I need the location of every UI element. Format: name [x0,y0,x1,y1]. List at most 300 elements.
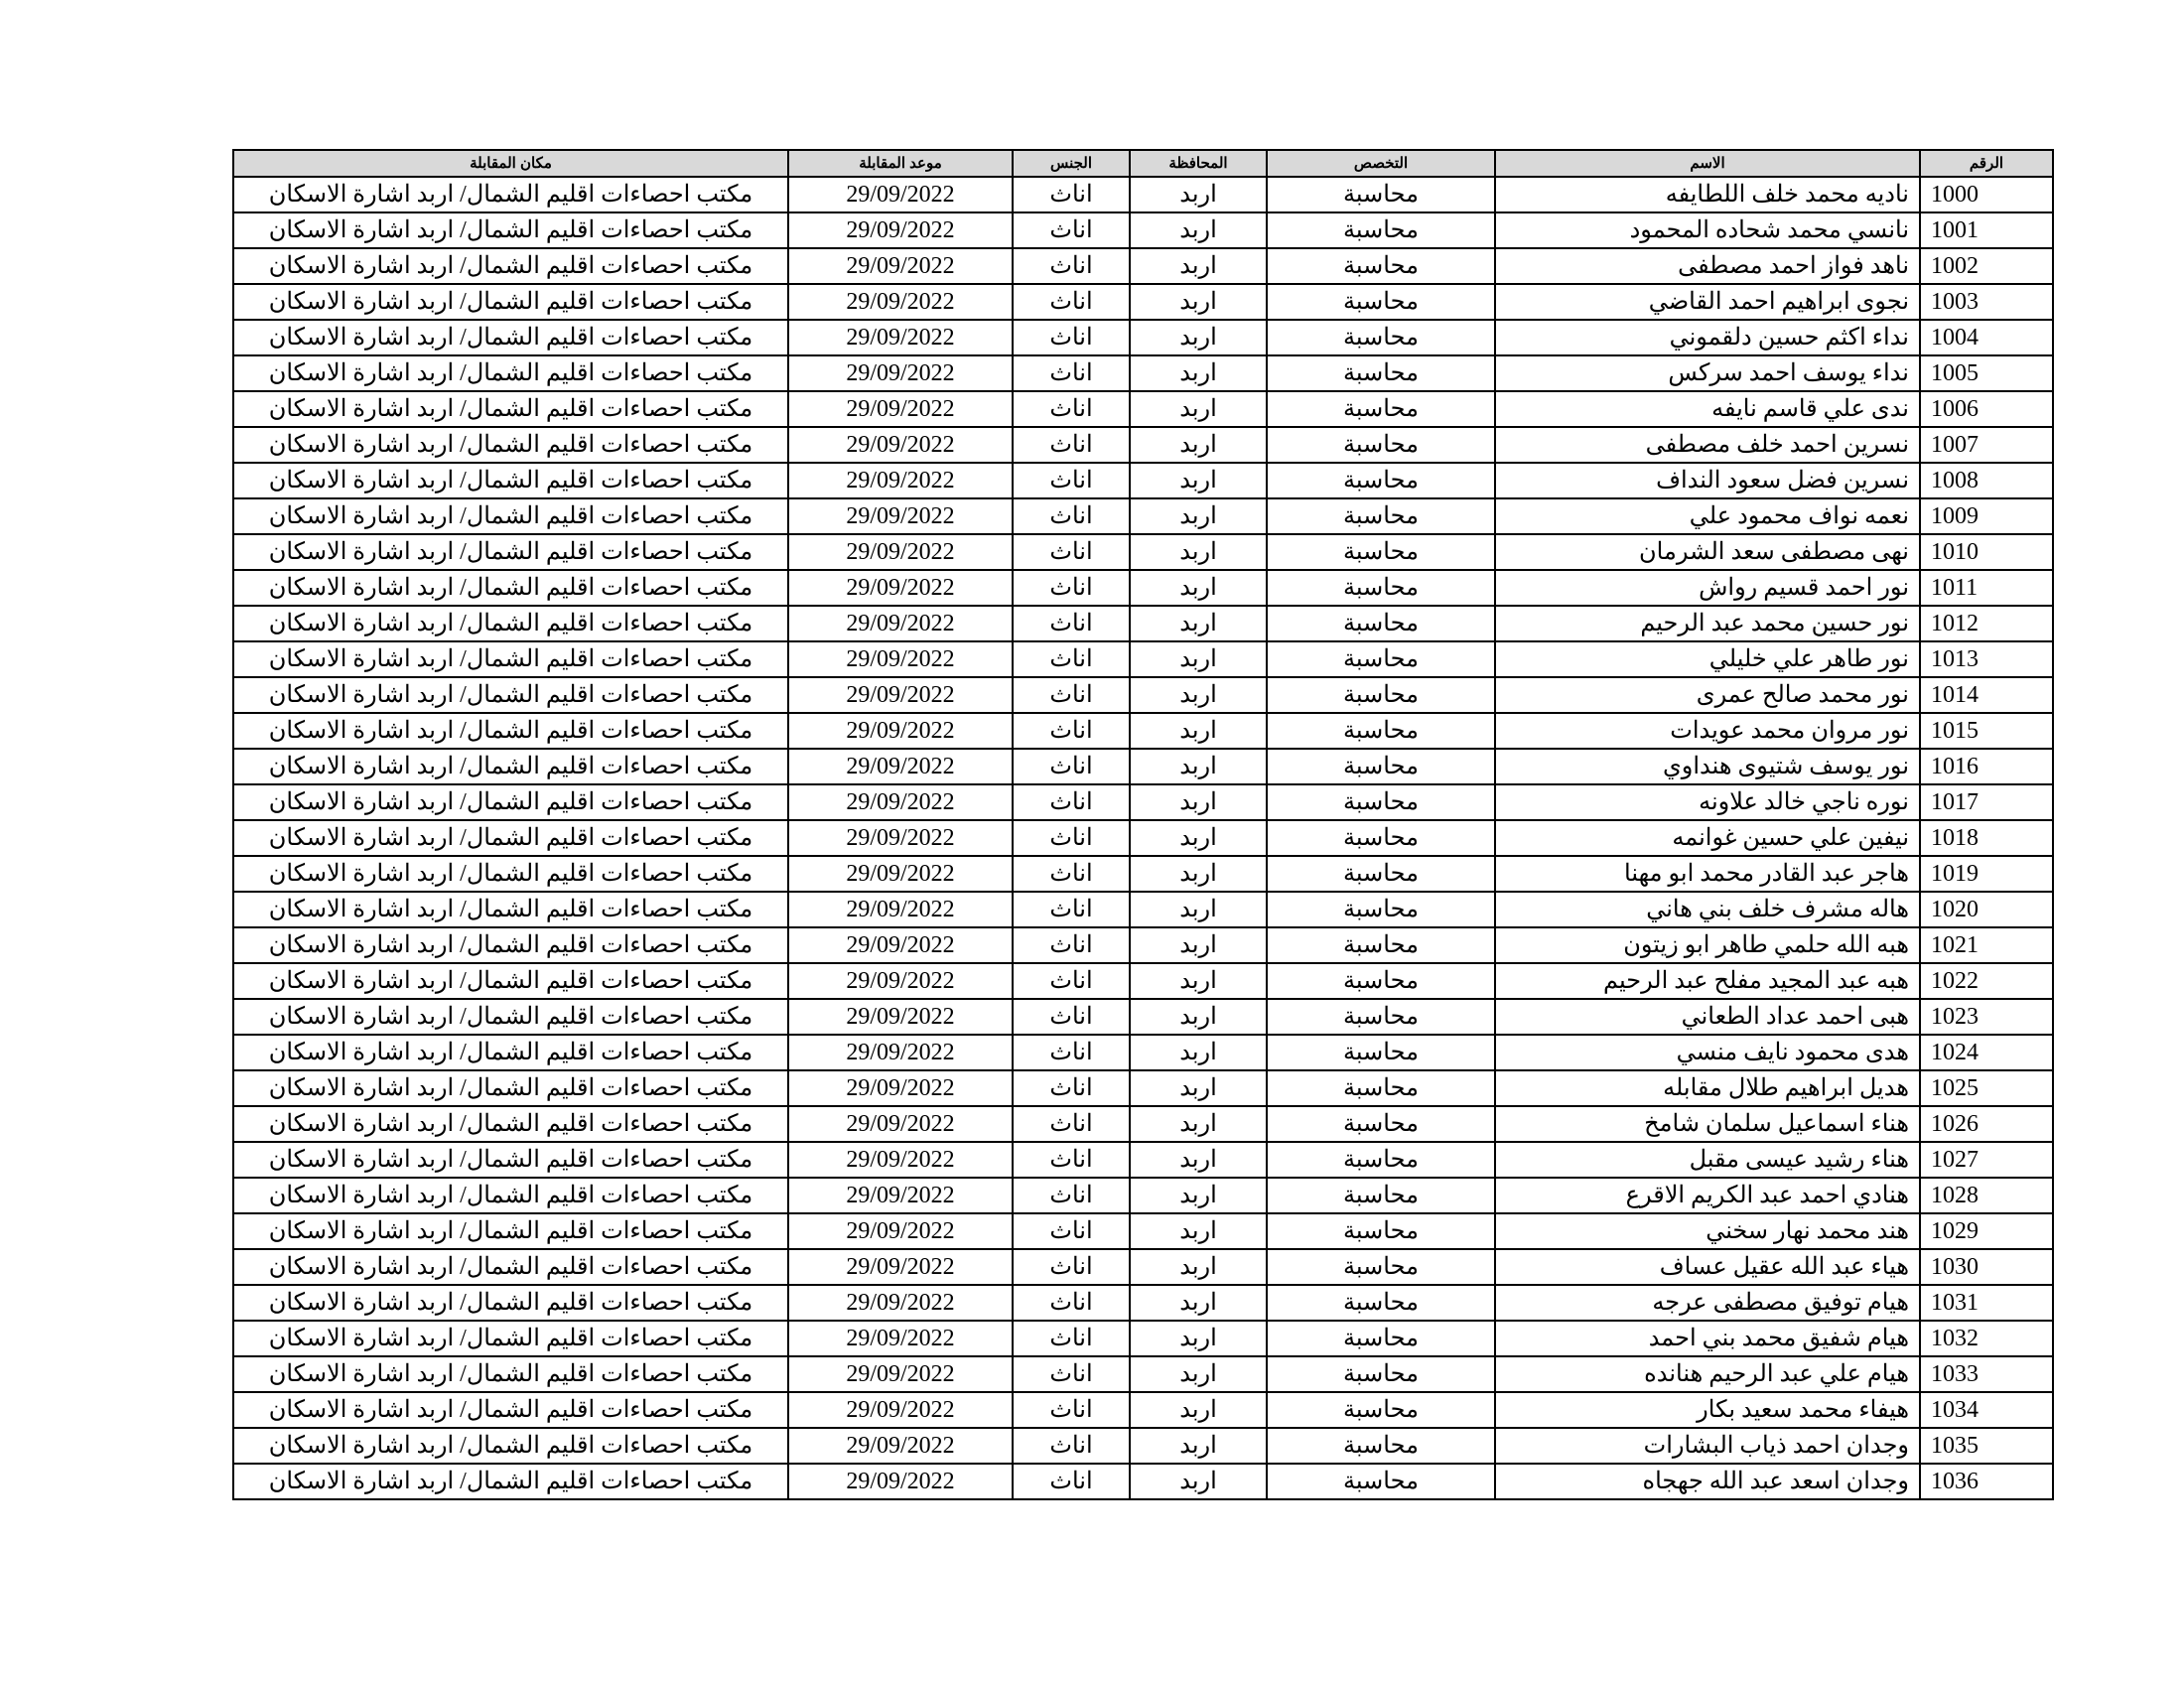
governorate-cell: اربد [1130,892,1267,927]
row-number: 1028 [1920,1178,2053,1213]
specialty-cell: محاسبة [1267,1035,1495,1070]
interview-place-cell: مكتب احصاءات اقليم الشمال/ اربد اشارة الاسكان [233,534,788,570]
governorate-cell: اربد [1130,677,1267,713]
table-row [233,570,2053,606]
applicant-name: هاجر عبد القادر محمد ابو مهنا [1495,856,1920,892]
interview-date-cell: 29/09/2022 [788,427,1013,463]
governorate-cell: اربد [1130,248,1267,284]
applicant-name: نور محمد صالح عمرى [1495,677,1920,713]
table-row [233,856,2053,892]
interview-place-cell: مكتب احصاءات اقليم الشمال/ اربد اشارة الاسكان [233,1428,788,1464]
applicant-name: نيفين علي حسين غوانمه [1495,820,1920,856]
gender-cell: اناث [1013,1356,1130,1392]
header-row [233,150,2053,177]
applicant-name: نور طاهر علي خليلي [1495,641,1920,677]
row-number: 1002 [1920,248,2053,284]
gender-cell: اناث [1013,927,1130,963]
row-number: 1018 [1920,820,2053,856]
row-number: 1026 [1920,1106,2053,1142]
interview-place-cell: مكتب احصاءات اقليم الشمال/ اربد اشارة الاسكان [233,498,788,534]
row-number: 1019 [1920,856,2053,892]
interview-place-cell: مكتب احصاءات اقليم الشمال/ اربد اشارة الاسكان [233,1070,788,1106]
specialty-cell: محاسبة [1267,1285,1495,1321]
row-number: 1013 [1920,641,2053,677]
table-row [233,1213,2053,1249]
interview-date-cell: 29/09/2022 [788,677,1013,713]
interview-date-cell: 29/09/2022 [788,391,1013,427]
applicant-name: ناهد فواز احمد مصطفى [1495,248,1920,284]
interview-date-cell: 29/09/2022 [788,1213,1013,1249]
specialty-cell: محاسبة [1267,1070,1495,1106]
interview-place-cell: مكتب احصاءات اقليم الشمال/ اربد اشارة الاسكان [233,677,788,713]
specialty-cell: محاسبة [1267,1428,1495,1464]
gender-cell: اناث [1013,177,1130,212]
interview-place-cell: مكتب احصاءات اقليم الشمال/ اربد اشارة الاسكان [233,784,788,820]
applicant-name: نسرين فضل سعود النداف [1495,463,1920,498]
interview-date-cell: 29/09/2022 [788,1285,1013,1321]
applicant-name: نور حسين محمد عبد الرحيم [1495,606,1920,641]
interview-date-cell: 29/09/2022 [788,498,1013,534]
specialty-cell: محاسبة [1267,749,1495,784]
governorate-cell: اربد [1130,713,1267,749]
governorate-cell: اربد [1130,1213,1267,1249]
governorate-cell: اربد [1130,570,1267,606]
interview-place-cell: مكتب احصاءات اقليم الشمال/ اربد اشارة الاسكان [233,1321,788,1356]
applicant-name: هيفاء محمد سعيد بكار [1495,1392,1920,1428]
row-number: 1031 [1920,1285,2053,1321]
specialty-cell: محاسبة [1267,892,1495,927]
interview-place-cell: مكتب احصاءات اقليم الشمال/ اربد اشارة الاسكان [233,820,788,856]
gender-cell: اناث [1013,534,1130,570]
interview-place-cell: مكتب احصاءات اقليم الشمال/ اربد اشارة الاسكان [233,927,788,963]
row-number: 1005 [1920,355,2053,391]
applicant-name: نهى مصطفى سعد الشرمان [1495,534,1920,570]
interview-date-cell: 29/09/2022 [788,749,1013,784]
interview-date-cell: 29/09/2022 [788,1106,1013,1142]
interview-date-cell: 29/09/2022 [788,856,1013,892]
specialty-cell: محاسبة [1267,1392,1495,1428]
governorate-cell: اربد [1130,1428,1267,1464]
governorate-cell: اربد [1130,212,1267,248]
gender-cell: اناث [1013,320,1130,355]
gender-cell: اناث [1013,391,1130,427]
applicant-name: نانسي محمد شحاده المحمود [1495,212,1920,248]
table-row [233,248,2053,284]
governorate-cell: اربد [1130,1142,1267,1178]
row-number: 1023 [1920,999,2053,1035]
table-row [233,1070,2053,1106]
table-row [233,1106,2053,1142]
specialty-cell: محاسبة [1267,1142,1495,1178]
interview-date-cell: 29/09/2022 [788,320,1013,355]
row-number: 1030 [1920,1249,2053,1285]
specialty-cell: محاسبة [1267,820,1495,856]
header-name: الاسم [1495,150,1920,177]
row-number: 1032 [1920,1321,2053,1356]
row-number: 1033 [1920,1356,2053,1392]
specialty-cell: محاسبة [1267,284,1495,320]
table-row [233,1464,2053,1499]
row-number: 1006 [1920,391,2053,427]
gender-cell: اناث [1013,820,1130,856]
applicant-name: نداء اكثم حسين دلقموني [1495,320,1920,355]
interview-date-cell: 29/09/2022 [788,713,1013,749]
interview-place-cell: مكتب احصاءات اقليم الشمال/ اربد اشارة الاسكان [233,1464,788,1499]
header-specialty: التخصص [1267,150,1495,177]
row-number: 1027 [1920,1142,2053,1178]
gender-cell: اناث [1013,1035,1130,1070]
governorate-cell: اربد [1130,355,1267,391]
gender-cell: اناث [1013,892,1130,927]
interview-date-cell: 29/09/2022 [788,784,1013,820]
table-row [233,963,2053,999]
interview-date-cell: 29/09/2022 [788,463,1013,498]
table-row [233,1142,2053,1178]
interview-date-cell: 29/09/2022 [788,892,1013,927]
governorate-cell: اربد [1130,534,1267,570]
gender-cell: اناث [1013,641,1130,677]
governorate-cell: اربد [1130,927,1267,963]
gender-cell: اناث [1013,677,1130,713]
applicant-name: هديل ابراهيم طلال مقابله [1495,1070,1920,1106]
row-number: 1007 [1920,427,2053,463]
governorate-cell: اربد [1130,1285,1267,1321]
specialty-cell: محاسبة [1267,606,1495,641]
applicant-name: نوره ناجي خالد علاونه [1495,784,1920,820]
specialty-cell: محاسبة [1267,784,1495,820]
gender-cell: اناث [1013,1106,1130,1142]
governorate-cell: اربد [1130,820,1267,856]
specialty-cell: محاسبة [1267,963,1495,999]
table-row [233,1285,2053,1321]
governorate-cell: اربد [1130,606,1267,641]
table-row [233,677,2053,713]
interview-place-cell: مكتب احصاءات اقليم الشمال/ اربد اشارة الاسكان [233,427,788,463]
gender-cell: اناث [1013,856,1130,892]
header-interview-place: مكان المقابلة [233,150,788,177]
gender-cell: اناث [1013,463,1130,498]
interview-date-cell: 29/09/2022 [788,534,1013,570]
specialty-cell: محاسبة [1267,534,1495,570]
interview-place-cell: مكتب احصاءات اقليم الشمال/ اربد اشارة الاسكان [233,1106,788,1142]
interview-date-cell: 29/09/2022 [788,999,1013,1035]
table-row [233,427,2053,463]
interview-place-cell: مكتب احصاءات اقليم الشمال/ اربد اشارة الاسكان [233,856,788,892]
gender-cell: اناث [1013,1178,1130,1213]
interview-place-cell: مكتب احصاءات اقليم الشمال/ اربد اشارة الاسكان [233,606,788,641]
table-row [233,212,2053,248]
table-row [233,320,2053,355]
applicant-name: نور احمد قسيم رواش [1495,570,1920,606]
gender-cell: اناث [1013,355,1130,391]
interview-place-cell: مكتب احصاءات اقليم الشمال/ اربد اشارة الاسكان [233,641,788,677]
governorate-cell: اربد [1130,427,1267,463]
row-number: 1029 [1920,1213,2053,1249]
applicant-name: هيام توفيق مصطفى عرجه [1495,1285,1920,1321]
governorate-cell: اربد [1130,1321,1267,1356]
interview-date-cell: 29/09/2022 [788,1321,1013,1356]
table-row [233,820,2053,856]
applicant-name: ناديه محمد خلف اللطايفه [1495,177,1920,212]
specialty-cell: محاسبة [1267,1178,1495,1213]
applicant-name: نسرين احمد خلف مصطفى [1495,427,1920,463]
applicant-name: هناء اسماعيل سلمان شامخ [1495,1106,1920,1142]
applicant-name: نداء يوسف احمد سركس [1495,355,1920,391]
table-row [233,749,2053,784]
applicant-name: هبه عبد المجيد مفلح عبد الرحيم [1495,963,1920,999]
table-row [233,641,2053,677]
table-header [233,150,2053,177]
specialty-cell: محاسبة [1267,1464,1495,1499]
applicant-name: نجوى ابراهيم احمد القاضي [1495,284,1920,320]
governorate-cell: اربد [1130,463,1267,498]
row-number: 1016 [1920,749,2053,784]
governorate-cell: اربد [1130,1035,1267,1070]
interview-place-cell: مكتب احصاءات اقليم الشمال/ اربد اشارة الاسكان [233,391,788,427]
governorate-cell: اربد [1130,999,1267,1035]
interview-date-cell: 29/09/2022 [788,963,1013,999]
row-number: 1004 [1920,320,2053,355]
specialty-cell: محاسبة [1267,391,1495,427]
applicant-name: هيام شفيق محمد بني احمد [1495,1321,1920,1356]
specialty-cell: محاسبة [1267,927,1495,963]
gender-cell: اناث [1013,999,1130,1035]
governorate-cell: اربد [1130,641,1267,677]
specialty-cell: محاسبة [1267,320,1495,355]
interview-date-cell: 29/09/2022 [788,284,1013,320]
interview-place-cell: مكتب احصاءات اقليم الشمال/ اربد اشارة الاسكان [233,1356,788,1392]
governorate-cell: اربد [1130,1106,1267,1142]
specialty-cell: محاسبة [1267,570,1495,606]
applicant-name: هدى محمود نايف منسي [1495,1035,1920,1070]
applicant-name: نعمه نواف محمود علي [1495,498,1920,534]
specialty-cell: محاسبة [1267,1106,1495,1142]
specialty-cell: محاسبة [1267,677,1495,713]
interview-date-cell: 29/09/2022 [788,820,1013,856]
gender-cell: اناث [1013,713,1130,749]
table-body [233,177,2053,1499]
interview-place-cell: مكتب احصاءات اقليم الشمال/ اربد اشارة الاسكان [233,1249,788,1285]
row-number: 1035 [1920,1428,2053,1464]
table-row [233,355,2053,391]
interview-date-cell: 29/09/2022 [788,1392,1013,1428]
interview-place-cell: مكتب احصاءات اقليم الشمال/ اربد اشارة الاسكان [233,892,788,927]
specialty-cell: محاسبة [1267,177,1495,212]
interview-place-cell: مكتب احصاءات اقليم الشمال/ اربد اشارة الاسكان [233,463,788,498]
governorate-cell: اربد [1130,963,1267,999]
specialty-cell: محاسبة [1267,355,1495,391]
gender-cell: اناث [1013,784,1130,820]
gender-cell: اناث [1013,212,1130,248]
table-row [233,1321,2053,1356]
interview-place-cell: مكتب احصاءات اقليم الشمال/ اربد اشارة الاسكان [233,1285,788,1321]
interview-date-cell: 29/09/2022 [788,1178,1013,1213]
governorate-cell: اربد [1130,391,1267,427]
interview-place-cell: مكتب احصاءات اقليم الشمال/ اربد اشارة الاسكان [233,355,788,391]
row-number: 1021 [1920,927,2053,963]
row-number: 1008 [1920,463,2053,498]
row-number: 1000 [1920,177,2053,212]
applicant-name: هاله مشرف خلف بني هاني [1495,892,1920,927]
specialty-cell: محاسبة [1267,1321,1495,1356]
interview-place-cell: مكتب احصاءات اقليم الشمال/ اربد اشارة الاسكان [233,1142,788,1178]
gender-cell: اناث [1013,1213,1130,1249]
governorate-cell: اربد [1130,1070,1267,1106]
interview-date-cell: 29/09/2022 [788,1464,1013,1499]
table-row [233,177,2053,212]
governorate-cell: اربد [1130,498,1267,534]
interview-date-cell: 29/09/2022 [788,641,1013,677]
interview-place-cell: مكتب احصاءات اقليم الشمال/ اربد اشارة الاسكان [233,177,788,212]
table-row [233,1428,2053,1464]
governorate-cell: اربد [1130,1178,1267,1213]
applicant-name: ندى علي قاسم نايفه [1495,391,1920,427]
applicant-name: نور يوسف شتيوى هنداوي [1495,749,1920,784]
interview-date-cell: 29/09/2022 [788,1428,1013,1464]
applicant-name: هناء رشيد عيسى مقبل [1495,1142,1920,1178]
applicant-name: وجدان اسعد عبد الله جهجاه [1495,1464,1920,1499]
interview-date-cell: 29/09/2022 [788,606,1013,641]
header-interview-date: موعد المقابلة [788,150,1013,177]
interview-place-cell: مكتب احصاءات اقليم الشمال/ اربد اشارة الاسكان [233,1178,788,1213]
interview-date-cell: 29/09/2022 [788,1142,1013,1178]
row-number: 1020 [1920,892,2053,927]
table-row [233,284,2053,320]
gender-cell: اناث [1013,1321,1130,1356]
row-number: 1009 [1920,498,2053,534]
row-number: 1010 [1920,534,2053,570]
governorate-cell: اربد [1130,1249,1267,1285]
gender-cell: اناث [1013,1464,1130,1499]
specialty-cell: محاسبة [1267,248,1495,284]
specialty-cell: محاسبة [1267,1213,1495,1249]
interview-date-cell: 29/09/2022 [788,1249,1013,1285]
gender-cell: اناث [1013,1249,1130,1285]
interview-date-cell: 29/09/2022 [788,927,1013,963]
table-row [233,391,2053,427]
applicant-name: نور مروان محمد عويدات [1495,713,1920,749]
row-number: 1015 [1920,713,2053,749]
gender-cell: اناث [1013,1142,1130,1178]
governorate-cell: اربد [1130,749,1267,784]
gender-cell: اناث [1013,1285,1130,1321]
interview-place-cell: مكتب احصاءات اقليم الشمال/ اربد اشارة الاسكان [233,1213,788,1249]
table-row [233,534,2053,570]
interview-place-cell: مكتب احصاءات اقليم الشمال/ اربد اشارة الاسكان [233,1392,788,1428]
specialty-cell: محاسبة [1267,856,1495,892]
interview-place-cell: مكتب احصاءات اقليم الشمال/ اربد اشارة الاسكان [233,749,788,784]
table-row [233,892,2053,927]
table-row [233,498,2053,534]
table-row [233,784,2053,820]
gender-cell: اناث [1013,570,1130,606]
row-number: 1025 [1920,1070,2053,1106]
governorate-cell: اربد [1130,1392,1267,1428]
gender-cell: اناث [1013,963,1130,999]
table-row [233,463,2053,498]
gender-cell: اناث [1013,248,1130,284]
interview-date-cell: 29/09/2022 [788,177,1013,212]
table-row [233,999,2053,1035]
row-number: 1034 [1920,1392,2053,1428]
interview-date-cell: 29/09/2022 [788,1356,1013,1392]
governorate-cell: اربد [1130,177,1267,212]
table-row [233,927,2053,963]
interview-date-cell: 29/09/2022 [788,248,1013,284]
table-row [233,1392,2053,1428]
specialty-cell: محاسبة [1267,999,1495,1035]
row-number: 1001 [1920,212,2053,248]
specialty-cell: محاسبة [1267,212,1495,248]
governorate-cell: اربد [1130,784,1267,820]
specialty-cell: محاسبة [1267,1249,1495,1285]
specialty-cell: محاسبة [1267,463,1495,498]
applicant-name: هيام علي عبد الرحيم هنانده [1495,1356,1920,1392]
interview-place-cell: مكتب احصاءات اقليم الشمال/ اربد اشارة الاسكان [233,1035,788,1070]
row-number: 1012 [1920,606,2053,641]
applicant-name: هند محمد نهار سخني [1495,1213,1920,1249]
interview-place-cell: مكتب احصاءات اقليم الشمال/ اربد اشارة الاسكان [233,212,788,248]
table-row [233,1178,2053,1213]
gender-cell: اناث [1013,427,1130,463]
interview-date-cell: 29/09/2022 [788,355,1013,391]
row-number: 1003 [1920,284,2053,320]
table-row [233,1249,2053,1285]
row-number: 1011 [1920,570,2053,606]
interview-date-cell: 29/09/2022 [788,570,1013,606]
specialty-cell: محاسبة [1267,427,1495,463]
specialty-cell: محاسبة [1267,713,1495,749]
gender-cell: اناث [1013,498,1130,534]
interview-place-cell: مكتب احصاءات اقليم الشمال/ اربد اشارة الاسكان [233,284,788,320]
applicant-name: هبى احمد عداد الطعاني [1495,999,1920,1035]
governorate-cell: اربد [1130,284,1267,320]
specialty-cell: محاسبة [1267,1356,1495,1392]
table-row [233,606,2053,641]
applicant-name: هنادي احمد عبد الكريم الاقرع [1495,1178,1920,1213]
governorate-cell: اربد [1130,856,1267,892]
governorate-cell: اربد [1130,1464,1267,1499]
interview-place-cell: مكتب احصاءات اقليم الشمال/ اربد اشارة الاسكان [233,320,788,355]
row-number: 1022 [1920,963,2053,999]
interview-date-cell: 29/09/2022 [788,1035,1013,1070]
row-number: 1017 [1920,784,2053,820]
specialty-cell: محاسبة [1267,498,1495,534]
gender-cell: اناث [1013,1392,1130,1428]
gender-cell: اناث [1013,749,1130,784]
table-row [233,1035,2053,1070]
specialty-cell: محاسبة [1267,641,1495,677]
table-row [233,1356,2053,1392]
governorate-cell: اربد [1130,1356,1267,1392]
interview-place-cell: مكتب احصاءات اقليم الشمال/ اربد اشارة الاسكان [233,713,788,749]
applicant-name: هبه الله حلمي طاهر ابو زيتون [1495,927,1920,963]
gender-cell: اناث [1013,1070,1130,1106]
interview-place-cell: مكتب احصاءات اقليم الشمال/ اربد اشارة الاسكان [233,248,788,284]
interview-schedule-table [232,149,2054,1500]
gender-cell: اناث [1013,284,1130,320]
interview-date-cell: 29/09/2022 [788,212,1013,248]
header-number: الرقم [1920,150,2053,177]
table-row [233,713,2053,749]
governorate-cell: اربد [1130,320,1267,355]
interview-place-cell: مكتب احصاءات اقليم الشمال/ اربد اشارة الاسكان [233,570,788,606]
interview-place-cell: مكتب احصاءات اقليم الشمال/ اربد اشارة الاسكان [233,999,788,1035]
row-number: 1014 [1920,677,2053,713]
row-number: 1036 [1920,1464,2053,1499]
interview-date-cell: 29/09/2022 [788,1070,1013,1106]
interview-place-cell: مكتب احصاءات اقليم الشمال/ اربد اشارة الاسكان [233,963,788,999]
